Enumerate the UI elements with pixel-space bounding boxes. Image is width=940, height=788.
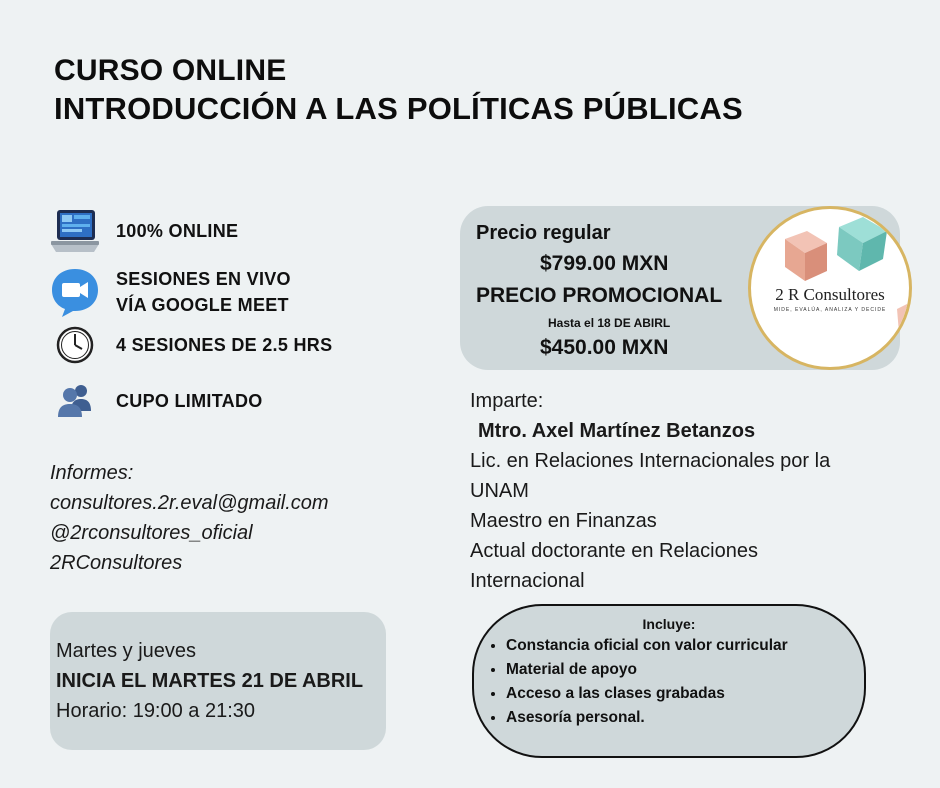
includes-item-recordings: • Acceso a las clases grabadas — [506, 682, 788, 706]
contact-info — [50, 458, 329, 578]
title-line-2: INTRODUCCIÓN A LAS POLÍTICAS PÚBLICAS — [54, 91, 743, 126]
feature-limited-text: CUPO LIMITADO — [116, 391, 263, 411]
regular-price-label: Precio regular — [476, 222, 611, 244]
contact-social[interactable]: @2rconsultores_oficial — [50, 522, 253, 544]
teacher-line-3: Maestro en Finanzas — [470, 510, 657, 532]
teacher-name: Mtro. Axel Martínez Betanzos — [478, 420, 756, 442]
pink-cube-icon — [785, 231, 827, 281]
teacher-info — [470, 386, 830, 596]
laptop-icon — [48, 206, 102, 256]
logo-tagline: MIDE, EVALÚA, ANALIZA Y DECIDE — [773, 307, 887, 313]
logo-name: 2 R Consultores — [775, 285, 885, 304]
teal-cube-icon — [837, 217, 887, 271]
people-icon — [48, 376, 102, 426]
company-logo — [748, 206, 912, 370]
includes-title: Incluye: — [642, 616, 696, 632]
course-title — [54, 52, 743, 128]
contact-label: Informes: — [50, 462, 134, 484]
teacher-label: Imparte: — [470, 390, 544, 412]
clock-icon — [48, 320, 102, 370]
schedule-hours: Horario: 19:00 a 21:30 — [56, 700, 256, 722]
promo-price: $450.00 MXN — [540, 336, 669, 359]
feature-sessions — [48, 320, 332, 370]
promo-price-label: PRECIO PROMOCIONAL — [476, 284, 723, 307]
includes-item-advisory: • Asesoría personal. — [506, 706, 788, 730]
schedule-days: Martes y jueves — [56, 640, 197, 662]
includes-item-material: • Material de apoyo — [506, 658, 788, 682]
feature-live-text — [116, 266, 291, 318]
teacher-line-5: Internacional — [470, 570, 585, 592]
includes-box — [472, 604, 866, 758]
feature-online — [48, 206, 238, 256]
regular-price: $799.00 MXN — [540, 252, 669, 275]
feature-live-line-2: VÍA GOOGLE MEET — [116, 295, 289, 315]
includes-list — [488, 634, 788, 730]
video-chat-icon — [48, 267, 102, 317]
schedule-box — [50, 612, 386, 750]
feature-sessions-text: 4 SESIONES DE 2.5 HRS — [116, 335, 333, 355]
schedule-start: INICIA EL MARTES 21 DE ABRIL — [56, 670, 364, 692]
teacher-line-4: Actual doctorante en Relaciones — [470, 540, 758, 562]
teacher-line-1: Lic. en Relaciones Internacionales por la — [470, 450, 831, 472]
feature-live-line-1: SESIONES EN VIVO — [116, 269, 291, 289]
contact-email[interactable]: consultores.2r.eval@gmail.com — [50, 492, 329, 514]
includes-item-certificate: • Constancia oficial con valor curricular — [506, 634, 788, 658]
contact-page[interactable]: 2RConsultores — [50, 552, 183, 574]
promo-deadline: Hasta el 18 DE ABIRL — [548, 316, 671, 330]
title-line-1: CURSO ONLINE — [54, 54, 287, 87]
feature-online-text: 100% ONLINE — [116, 221, 239, 241]
feature-live-sessions — [48, 266, 291, 318]
teacher-line-2: UNAM — [470, 480, 529, 502]
feature-limited — [48, 376, 263, 426]
